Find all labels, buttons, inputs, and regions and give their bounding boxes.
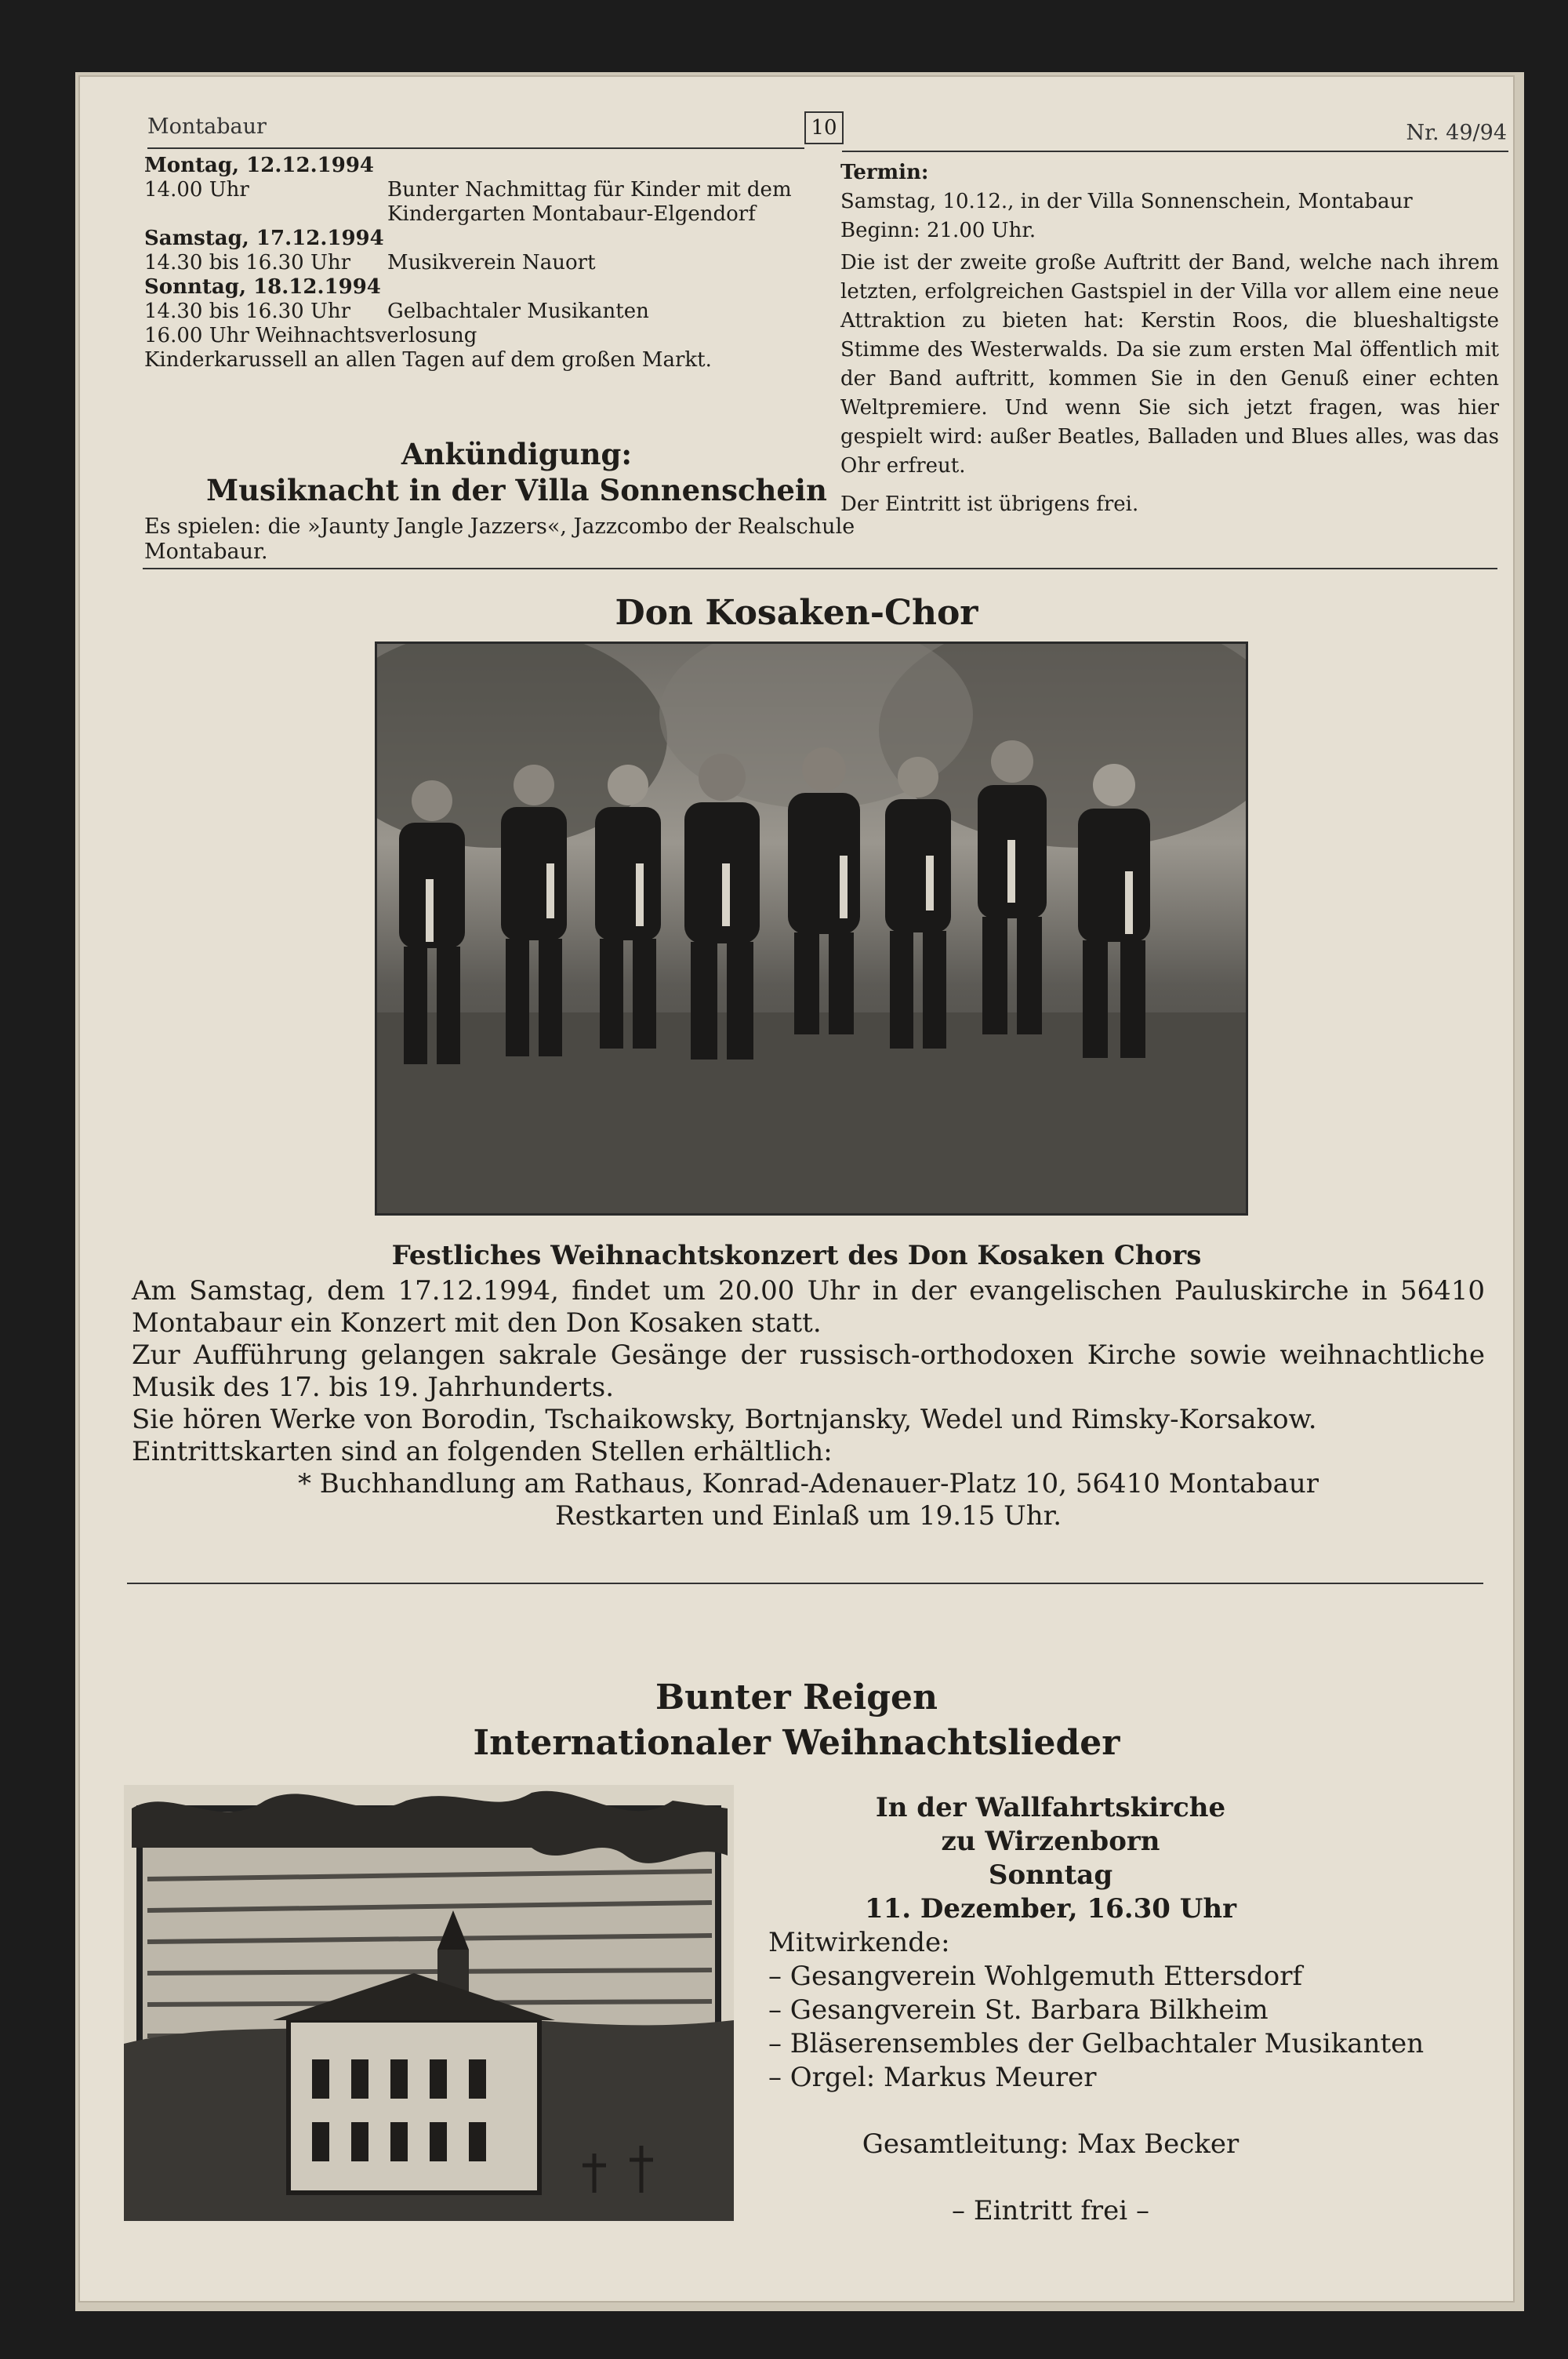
schedule-day: Samstag, 17.12.1994: [144, 227, 384, 250]
schedule-row: [144, 178, 889, 227]
event-day: Sonntag: [988, 1859, 1113, 1891]
participants-label: Mitwirkende:: [768, 1927, 950, 1958]
newspaper-page: [78, 75, 1515, 2303]
conductor-line: Gesamtleitung: Max Becker: [862, 2128, 1240, 2160]
schedule-event: Musikverein Nauort: [387, 251, 596, 274]
announcement-heading: [144, 436, 889, 508]
termin-body: Die ist der zweite große Auftritt der Band, welche nach ihrem letzten, erfolgreichen Gastspiel in der Villa vor allem eine neue Attraktion zu bieten hat: Kerstin Roos, die blueshaltigste Stimme des Westerwalds. Da sie zum ersten Mal öffentlich mit der Band auftritt, kommen Sie in den Genuß einer echten Weltpremiere. Und wenn Sie sich jetzt fragen, was hier gespielt wird: außer Beatles, Balladen und Blues alles, was das Ohr erfreut.: [840, 251, 1499, 478]
header-town: Montabaur: [147, 114, 267, 139]
concert-paragraph: Zur Aufführung gelangen sakrale Gesänge der russisch-orthodoxen Kirche sowie weihnachtliche Musik des 17. bis 19. Jahrhunderts.: [132, 1339, 1485, 1403]
reigen-title: Bunter Reigen: [655, 1677, 938, 1717]
termin-when: Samstag, 10.12., in der Villa Sonnenschein, Montabaur: [840, 190, 1413, 213]
section-divider: [127, 1583, 1483, 1584]
schedule-day: Sonntag, 18.12.1994: [144, 275, 381, 299]
event-schedule: [144, 154, 889, 373]
church-woodcut: [124, 1785, 734, 2221]
concert-paragraph: Eintrittskarten sind an folgenden Stellen erhältlich:: [132, 1436, 833, 1467]
termin-free: Der Eintritt ist übrigens frei.: [840, 493, 1139, 516]
reigen-details: [768, 1791, 1490, 2228]
schedule-time: 14.00 Uhr: [144, 178, 249, 202]
schedule-row: [144, 251, 889, 275]
page-number: 10: [804, 111, 844, 144]
announcement-title: Ankündigung:: [401, 437, 633, 471]
schedule-event: Bunter Nachmittag für Kinder mit dem Kindergarten Montabaur-Elgendorf: [387, 178, 792, 226]
header-rule-left: [147, 147, 804, 149]
concert-title: Festliches Weihnachtskonzert des Don Kosaken Chors: [391, 1240, 1202, 1271]
schedule-day: Montag, 12.12.1994: [144, 154, 374, 177]
section-divider: [143, 568, 1497, 569]
schedule-extra: 16.00 Uhr Weihnachtsverlosung: [144, 324, 477, 347]
participant-item: – Gesangverein Wohlgemuth Ettersdorf: [768, 1961, 1303, 1992]
concert-paragraph: Am Samstag, dem 17.12.1994, findet um 20.00 Uhr in der evangelischen Pauluskirche in 56410 Montabaur ein Konzert mit den Don Kosaken statt.: [132, 1275, 1485, 1339]
announcement-text: Es spielen: die »Jaunty Jangle Jazzers«, Jazzcombo der Realschule Montabaur.: [144, 514, 855, 564]
reigen-heading: [78, 1675, 1515, 1766]
event-date: 11. Dezember, 16.30 Uhr: [864, 1893, 1237, 1925]
schedule-row: [144, 300, 889, 324]
venue-line: In der Wallfahrtskirche: [875, 1792, 1226, 1823]
schedule-time: 14.30 bis 16.30 Uhr: [144, 300, 351, 323]
participant-item: – Bläserensembles der Gelbachtaler Musikanten: [768, 2028, 1425, 2059]
participant-item: – Orgel: Markus Meurer: [768, 2062, 1097, 2093]
schedule-event: Gelbachtaler Musikanten: [387, 300, 649, 323]
participant-item: – Gesangverein St. Barbara Bilkheim: [768, 1994, 1269, 2026]
choir-photo: [375, 642, 1248, 1216]
ticket-location: * Buchhandlung am Rathaus, Konrad-Adenauer-Platz 10, 56410 Montabaur: [297, 1468, 1319, 1499]
termin-label: Termin:: [840, 161, 929, 184]
termin-start: Beginn: 21.00 Uhr.: [840, 219, 1036, 242]
venue-line: zu Wirzenborn: [941, 1826, 1160, 1857]
admission-line: – Eintritt frei –: [952, 2195, 1149, 2226]
header-rule-right: [842, 151, 1508, 152]
concert-paragraph: Sie hören Werke von Borodin, Tschaikowsky, Bortnjansky, Wedel und Rimsky-Korsakow.: [132, 1404, 1317, 1435]
announcement-subtitle: Musiknacht in der Villa Sonnenschein: [206, 473, 827, 507]
ticket-note: Restkarten und Einlaß um 19.15 Uhr.: [554, 1500, 1062, 1532]
reigen-subtitle: Internationaler Weihnachtslieder: [473, 1723, 1120, 1763]
termin-column: [840, 158, 1499, 519]
schedule-time: 14.30 bis 16.30 Uhr: [144, 251, 351, 274]
schedule-extra: Kinderkarussell an allen Tagen auf dem großen Markt.: [144, 348, 712, 372]
kosaken-title: Don Kosaken-Chor: [615, 593, 978, 633]
issue-number: Nr. 49/94: [1406, 121, 1507, 145]
concert-text: [132, 1275, 1485, 1532]
